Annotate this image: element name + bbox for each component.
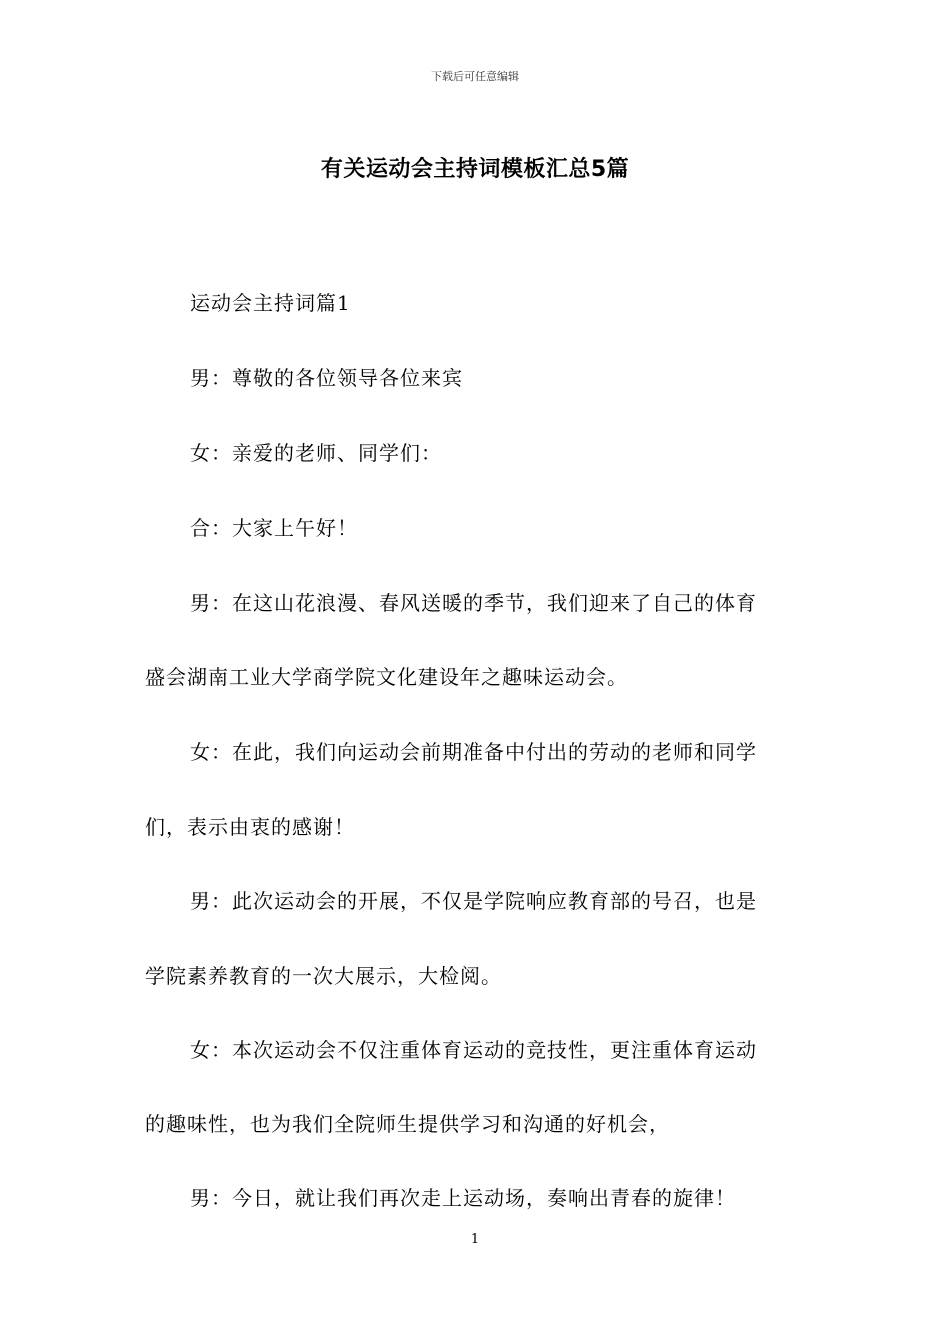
- section-heading: 运动会主持词篇1: [190, 291, 351, 315]
- header-note: 下载后可任意编辑: [431, 70, 519, 83]
- paragraph-line: 女：本次运动会不仅注重体育运动的竞技性，更注重体育运动: [190, 1038, 757, 1062]
- paragraph-line: 男：今日，就让我们再次走上运动场，奏响出青春的旋律！: [190, 1186, 736, 1210]
- paragraph-line: 盛会湖南工业大学商学院文化建设年之趣味运动会。: [145, 665, 628, 689]
- paragraph-line: 女：在此，我们向运动会前期准备中付出的劳动的老师和同学: [190, 740, 757, 764]
- paragraph-line: 男：尊敬的各位领导各位来宾: [190, 366, 463, 390]
- document-title: 有关运动会主持词模板汇总5篇: [320, 157, 630, 182]
- paragraph-line: 男：在这山花浪漫、春风送暖的季节，我们迎来了自己的体育: [190, 591, 757, 615]
- page-number: 1: [470, 1232, 480, 1247]
- paragraph-line: 女：亲爱的老师、同学们：: [190, 441, 442, 465]
- paragraph-line: 合：大家上午好！: [190, 516, 358, 540]
- paragraph-line: 的趣味性，也为我们全院师生提供学习和沟通的好机会，: [145, 1112, 670, 1136]
- paragraph-line: 们，表示由衷的感谢！: [145, 815, 355, 839]
- paragraph-line: 男：此次运动会的开展，不仅是学院响应教育部的号召，也是: [190, 889, 757, 913]
- paragraph-line: 学院素养教育的一次大展示，大检阅。: [145, 964, 502, 988]
